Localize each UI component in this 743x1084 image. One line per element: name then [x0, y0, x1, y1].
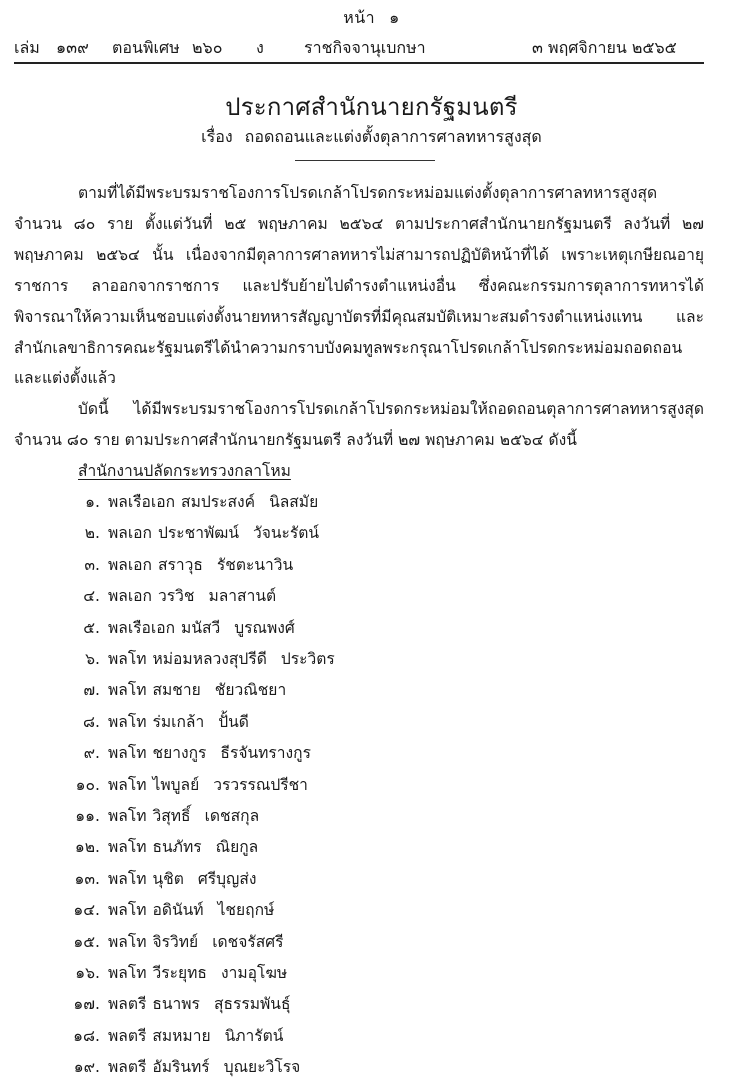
list-item-given-name: หม่อมหลวงสุปรีดี	[152, 650, 267, 669]
list-item-rank: พลโท	[108, 681, 147, 700]
list-item-rank: พลเอก	[108, 524, 152, 543]
list-item-given-name: มนัสวี	[181, 618, 221, 637]
list-item	[14, 958, 704, 989]
title-rule	[295, 160, 435, 161]
list-item-surname: นิภารัตน์	[224, 1026, 284, 1045]
list-item	[14, 832, 704, 863]
list-item-rank: พลเรือเอก	[108, 493, 176, 512]
list-item	[14, 1052, 704, 1083]
list-item-number: ๙.	[83, 744, 100, 763]
list-item-given-name: ธนภัทร	[152, 838, 202, 857]
header-rule	[14, 62, 704, 64]
list-item-surname: ไชยฤกษ์	[217, 901, 275, 920]
volume-number: ๑๓๙	[56, 38, 89, 57]
list-item	[14, 864, 704, 895]
list-item-rank: พลโท	[108, 744, 147, 763]
list-item	[14, 487, 704, 518]
list-item	[14, 707, 704, 738]
list-item-number: ๑๐.	[75, 775, 100, 794]
list-item-surname: เดชสกุล	[204, 806, 260, 825]
list-item	[14, 738, 704, 769]
list-item-given-name: วีระยุทธ	[152, 963, 207, 982]
list-item-number: ๑๓.	[74, 869, 100, 888]
publication-date: ๓ พฤศจิกายน ๒๕๖๕	[532, 38, 677, 57]
list-item-rank: พลโท	[108, 712, 147, 731]
list-item-given-name: วิสุทธิ์	[152, 806, 191, 825]
list-item-number: ๗.	[83, 681, 100, 700]
list-item-rank: พลตรี	[108, 995, 147, 1014]
list-item	[14, 550, 704, 581]
list-item-surname: รัชตะนาวิน	[216, 555, 294, 574]
list-item-number: ๑๔.	[73, 901, 100, 920]
list-item-rank: พลโท	[108, 869, 147, 888]
list-item-number: ๖.	[85, 650, 100, 669]
page-number	[0, 6, 743, 31]
page-number-value: ๑	[389, 8, 400, 27]
list-item	[14, 613, 704, 644]
list-item-surname: บูรณพงศ์	[234, 618, 295, 637]
list-item-given-name: อดินันท์	[152, 901, 204, 920]
list-item	[14, 770, 704, 801]
list-item-given-name: ไพบูลย์	[152, 775, 200, 794]
list-item-rank: พลโท	[108, 901, 147, 920]
list-item	[14, 989, 704, 1020]
list-item-rank: พลโท	[108, 650, 147, 669]
section-heading: สำนักงานปลัดกระทรวงกลาโหม	[78, 462, 291, 481]
gazette-header	[14, 36, 704, 60]
list-item-given-name: สมหมาย	[152, 1026, 211, 1045]
section-number: ๒๖๐	[192, 38, 223, 57]
list-item-rank: พลโท	[108, 775, 147, 794]
list-item-rank: พลโท	[108, 838, 147, 857]
list-item	[14, 518, 704, 549]
list-item	[14, 927, 704, 958]
document-title: ประกาศสำนักนายกรัฐมนตรี	[225, 93, 518, 121]
list-item-rank: พลตรี	[108, 1058, 147, 1077]
list-item-number: ๔.	[83, 587, 100, 606]
list-item-rank: พลโท	[108, 932, 147, 951]
list-item-surname: นิลสมัย	[269, 493, 319, 512]
list-item-rank: พลเรือเอก	[108, 618, 176, 637]
list-item-rank: พลโท	[108, 963, 147, 982]
list-item-given-name: ร่มเกล้า	[152, 712, 205, 731]
list-item-number: ๑.	[85, 493, 100, 512]
list-item-surname: ธีรจันทรางกูร	[220, 744, 311, 763]
list-item-number: ๑๗.	[73, 995, 100, 1014]
list-item-rank: พลเอก	[108, 587, 152, 606]
list-item-number: ๕.	[83, 618, 100, 637]
list-item-number: ๑๕.	[73, 932, 100, 951]
list-item-given-name: สราวุธ	[157, 555, 203, 574]
list-item-surname: เดชจรัสศรี	[212, 932, 284, 951]
list-item-given-name: สมประสงค์	[181, 493, 256, 512]
list-item-number: ๘.	[83, 712, 100, 731]
removed-judges-list	[14, 487, 704, 1083]
volume-label: เล่ม	[14, 38, 40, 57]
section-letter: ง	[256, 38, 264, 57]
paragraph-2: บัดนี้ ได้มีพระบรมราชโองการโปรดเกล้าโปรดกระหม่อมให้ถอดถอนตุลาการศาลทหารสูงสุด จำนวน ๘๐ ราย ตามประกาศสำนักนายกรัฐมนตรี ลงวันที่ ๒๗ พฤษภาคม ๒๕๖๔ ดังนี้	[14, 400, 704, 450]
list-item-given-name: ประชาพัฒน์	[157, 524, 239, 543]
list-item-number: ๑๖.	[75, 963, 100, 982]
list-item-given-name: อัมรินทร์	[152, 1058, 210, 1077]
document-subject	[0, 125, 743, 150]
subject-label: เรื่อง	[201, 127, 233, 146]
list-item-given-name: นุชิต	[152, 869, 184, 888]
list-item-given-name: ธนาพร	[152, 995, 200, 1014]
list-item-number: ๑๑.	[75, 806, 100, 825]
list-item-given-name: จิรวิทย์	[152, 932, 199, 951]
list-item-surname: ประวิตร	[280, 650, 335, 669]
list-item-number: ๓.	[84, 555, 100, 574]
page-number-label: หน้า	[343, 8, 376, 27]
list-item	[14, 675, 704, 706]
list-item-surname: วัจนะรัตน์	[253, 524, 320, 543]
document-body	[14, 178, 704, 1083]
subject-text: ถอดถอนและแต่งตั้งตุลาการศาลทหารสูงสุด	[244, 127, 542, 146]
list-item-surname: งามอุโฆษ	[220, 963, 288, 982]
section-label: ตอนพิเศษ	[112, 38, 180, 57]
list-item-number: ๑๙.	[73, 1058, 100, 1077]
list-item	[14, 801, 704, 832]
list-item-surname: บุณยะวิโรจ	[223, 1058, 301, 1077]
list-item-number: ๑๒.	[74, 838, 100, 857]
list-item	[14, 895, 704, 926]
list-item-rank: พลโท	[108, 806, 147, 825]
list-item-surname: ศรีบุญส่ง	[197, 869, 257, 888]
list-item-rank: พลตรี	[108, 1026, 147, 1045]
list-item-surname: สุธรรมพันธุ์	[213, 995, 291, 1014]
list-item-number: ๑๘.	[73, 1026, 100, 1045]
list-item-surname: วรวรรณปรีชา	[213, 775, 308, 794]
list-item	[14, 581, 704, 612]
list-item-surname: ปั้นดี	[218, 712, 249, 731]
list-item-surname: ณิยกูล	[215, 838, 259, 857]
list-item-surname: ชัยวณิชยา	[214, 681, 287, 700]
list-item-number: ๒.	[84, 524, 100, 543]
list-item	[14, 1021, 704, 1052]
list-item-rank: พลเอก	[108, 555, 152, 574]
paragraph-1: ตามที่ได้มีพระบรมราชโองการโปรดเกล้าโปรดกระหม่อมแต่งตั้งตุลาการศาลทหารสูงสุด จำนวน ๘๐ ราย ตั้งแต่วันที่ ๒๕ พฤษภาคม ๒๕๖๔ ตามประกาศสำนักนายกรัฐมนตรี ลงวันที่ ๒๗ พฤษภาคม ๒๕๖๔ นั้น เนื่องจากมีตุลาการศาลทหารไม่สามารถปฏิบัติหน้าที่ได้ เพราะเหตุเกษียณอายุราชการ ลาออกจากราชการ และปรับย้ายไปดำรงตำแหน่งอื่น ซึ่งคณะกรรมการตุลาการทหารได้พิจารณาให้ความเห็นชอบแต่งตั้งนายทหารสัญญาบัตรที่มีคุณสมบัติเหมาะสมดำรงตำแหน่งแทน และสำนักเลขาธิการคณะรัฐมนตรีได้นำความกราบบังคมทูลพระกรุณาโปรดเกล้าโปรดกระหม่อมถอดถอนและแต่งตั้งแล้ว	[14, 184, 704, 388]
list-item-given-name: วรวิช	[157, 587, 195, 606]
list-item	[14, 644, 704, 675]
list-item-given-name: สมชาย	[152, 681, 201, 700]
list-item-surname: มลาสานต์	[208, 587, 277, 606]
publication-name: ราชกิจจานุเบกษา	[304, 38, 426, 57]
list-item-given-name: ชยางกูร	[152, 744, 207, 763]
